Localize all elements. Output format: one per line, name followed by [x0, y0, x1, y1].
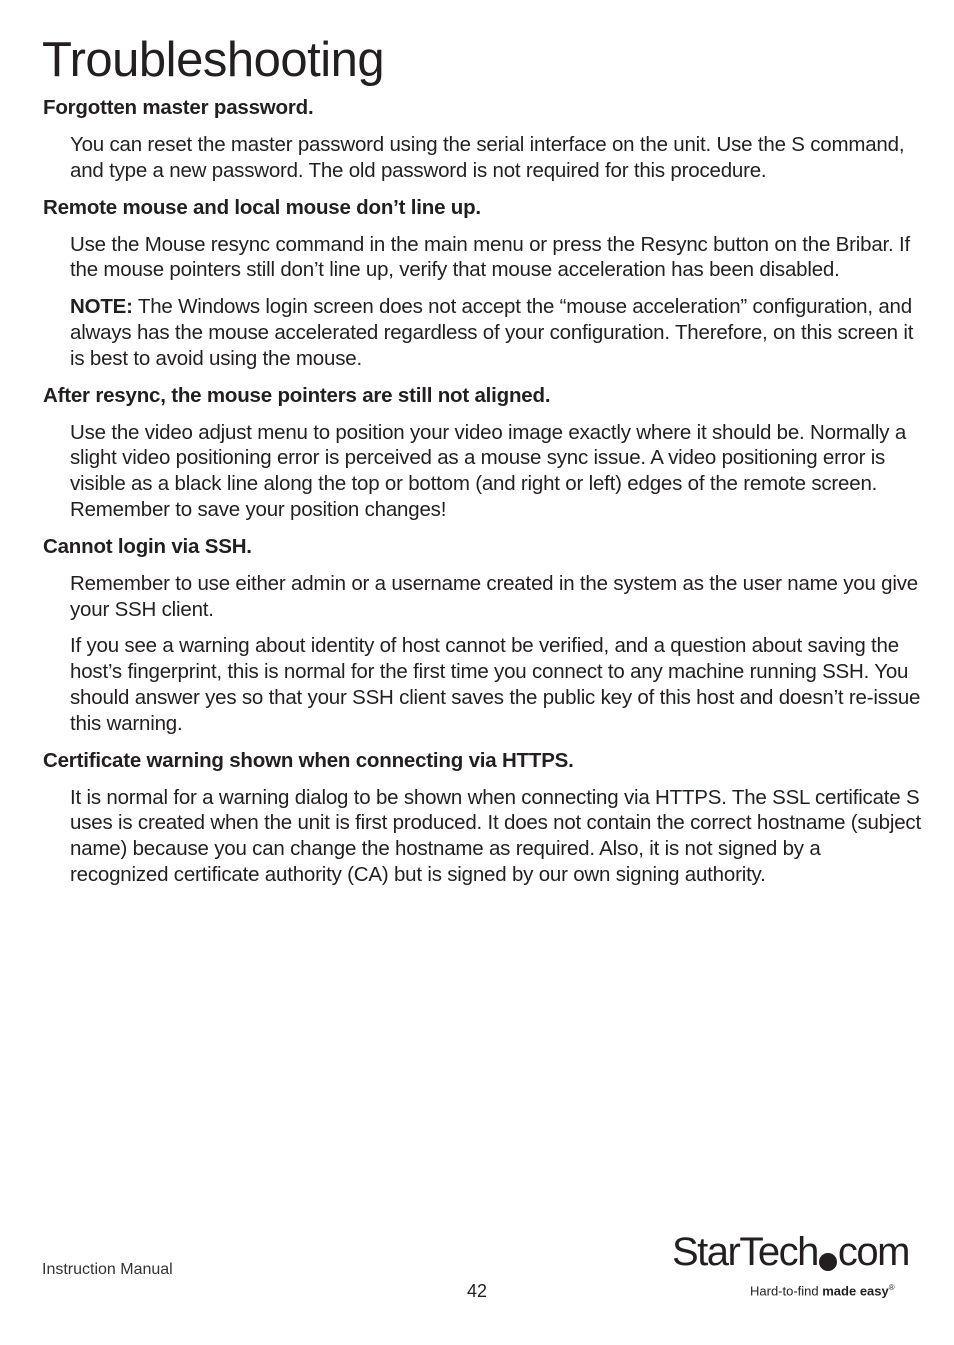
section-heading: Forgotten master password.: [43, 96, 314, 119]
logo-tagline-bold: made easy: [822, 1283, 889, 1299]
note-text: The Windows login screen does not accept the “mouse acceleration” configuration, and always has the mouse accelerated regardless of your configuration. Therefore, on this screen it is best to avoid using the mouse.: [70, 295, 914, 370]
paragraph: It is normal for a warning dialog to be shown when connecting via HTTPS. The SSL certificate S uses is created when the unit is first produced. It does not contain the correct hostname (subject name) because you can change the hostname as required. Also, it is not signed by a recognized certificate authority (CA) but is signed by our own signing authority.: [70, 785, 921, 886]
logo-tagline-plain: Hard-to-find: [750, 1283, 823, 1299]
logo-brand: StarTech: [672, 1230, 818, 1274]
paragraph: Use the video adjust menu to position your video image exactly where it should be. Normally a slight video positioning error is perceived as a mouse sync issue. A video positioning error is visible as a black line along the top or bottom (and right or left) edges of the remote screen. Remember to save your position changes!: [70, 420, 907, 521]
section-forgotten-password: [43, 95, 923, 184]
section-heading: Cannot login via SSH.: [43, 534, 252, 558]
note-paragraph: [70, 294, 923, 371]
troubleshooting-content: [43, 95, 923, 899]
section-heading: Remote mouse and local mouse don’t line up.: [43, 195, 481, 219]
section-mouse-line-up: [43, 195, 923, 372]
section-heading: After resync, the mouse pointers are still not aligned.: [43, 383, 551, 407]
logo-wordmark: [672, 1230, 909, 1274]
section-resync-not-aligned: [43, 383, 923, 523]
paragraph: Use the Mouse resync command in the main menu or press the Resync button on the Bribar. If the mouse pointers still don’t line up, verify that mouse acceleration has been disabled.: [70, 232, 911, 282]
note-label: NOTE:: [70, 295, 133, 319]
logo-tagline: [750, 1283, 895, 1298]
registered-mark: ®: [888, 1283, 895, 1292]
paragraph: If you see a warning about identity of host cannot be verified, and a question about saving the host’s fingerprint, this is normal for the first time you connect to any machine running SSH. You should answer yes so that your SSH client saves the public key of this host and doesn’t re-issue this warning.: [70, 634, 921, 735]
logo-suffix: com: [837, 1230, 909, 1274]
startech-logo: [672, 1230, 912, 1305]
page-number: 42: [466, 1281, 488, 1301]
page-title: Troubleshooting: [42, 33, 385, 87]
section-heading: Certificate warning shown when connecting via HTTPS.: [43, 748, 574, 772]
section-ssh-login: [43, 534, 923, 737]
footer-label: Instruction Manual: [42, 1261, 173, 1278]
paragraph: You can reset the master password using the serial interface on the unit. Use the S command, and type a new password. The old password is not required for this procedure.: [70, 133, 905, 182]
paragraph: Remember to use either admin or a username created in the system as the user name you give your SSH client.: [70, 571, 918, 621]
section-https-certificate: [43, 748, 923, 888]
logo-dot-icon: [819, 1253, 837, 1271]
